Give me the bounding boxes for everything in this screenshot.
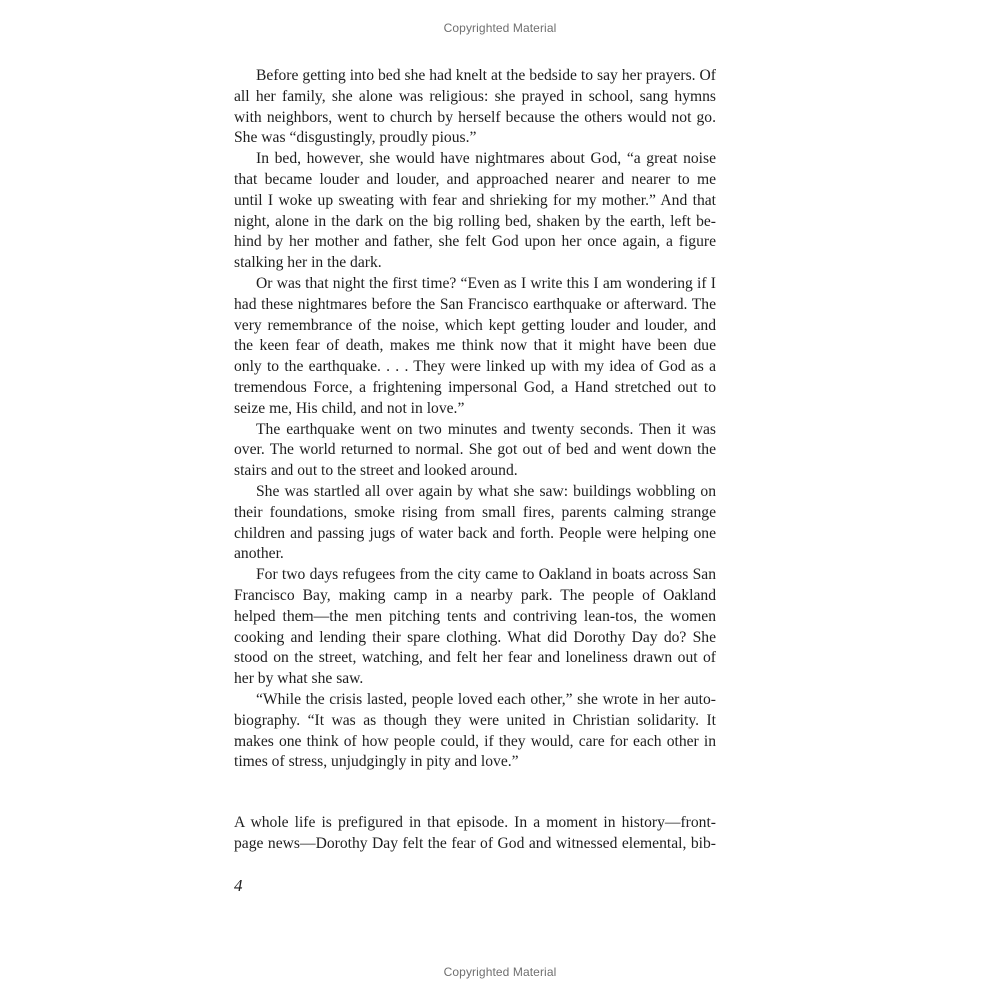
text-line: children and passing jugs of water back and forth. People were helping one xyxy=(234,524,716,542)
text-line: the keen fear of death, makes me think now that it might have been due xyxy=(234,337,716,355)
text-line: tremendous Force, a frightening impersonal God, a Hand stretched out to xyxy=(234,378,716,396)
text-line: stood on the street, watching, and felt her fear and loneliness drawn out of xyxy=(234,649,716,667)
text-line: another. xyxy=(234,545,284,563)
text-line: Before getting into bed she had knelt at the bedside to say her prayers. Of xyxy=(256,67,716,84)
text-line: only to the earthquake. . . . They were linked up with my idea of God as a xyxy=(234,358,716,376)
text-line: She was “disgustingly, proudly pious.” xyxy=(234,129,477,147)
copyright-banner-bottom: Copyrighted Material xyxy=(443,965,557,979)
text-line: biography. “It was as though they were united in Christian solidarity. It xyxy=(234,711,716,729)
text-line: cooking and lending their spare clothing. What did Dorothy Day do? She xyxy=(234,628,716,646)
body-text xyxy=(234,66,716,773)
page-number: 4 xyxy=(234,876,243,895)
text-line: In bed, however, she would have nightmares about God, “a great noise xyxy=(256,150,716,168)
text-line: with neighbors, went to church by herself because the others would not go. xyxy=(234,108,716,126)
text-line: The earthquake went on two minutes and twenty seconds. Then it was xyxy=(256,420,716,438)
text-line: until I woke up sweating with fear and shrieking for my mother.” And that xyxy=(234,191,716,209)
text-line: She was startled all over again by what she saw: buildings wobbling on xyxy=(256,482,716,500)
section-text xyxy=(234,813,716,855)
text-line: “While the crisis lasted, people loved each other,” she wrote in her auto- xyxy=(256,690,716,708)
text-line: helped them—the men pitching tents and contriving lean-tos, the women xyxy=(234,607,716,625)
text-line: Francisco Bay, making camp in a nearby park. The people of Oakland xyxy=(234,586,716,604)
text-line: times of stress, unjudgingly in pity and love.” xyxy=(234,753,519,771)
text-line: that became louder and louder, and approached nearer and nearer to me xyxy=(234,170,716,188)
text-line: Or was that night the first time? “Even as I write this I am wondering if I xyxy=(256,274,716,292)
copyright-banner-top: Copyrighted Material xyxy=(443,21,557,35)
text-line: For two days refugees from the city came to Oakland in boats across San xyxy=(256,566,716,584)
text-line: very remembrance of the noise, which kept getting louder and louder, and xyxy=(234,316,716,334)
text-line: their foundations, smoke rising from small fires, parents calming strange xyxy=(234,503,716,521)
text-line: had these nightmares before the San Francisco earthquake or afterward. The xyxy=(234,295,716,313)
text-line: hind by her mother and father, she felt God upon her once again, a figure xyxy=(234,233,716,251)
text-line: stalking her in the dark. xyxy=(234,254,382,272)
text-line: her by what she saw. xyxy=(234,670,364,688)
text-line: A whole life is prefigured in that episode. In a moment in history—front- xyxy=(234,814,716,831)
text-line: makes one think of how people could, if they would, care for each other in xyxy=(234,732,716,750)
text-line: stairs and out to the street and looked around. xyxy=(234,462,518,480)
text-line: seize me, His child, and not in love.” xyxy=(234,399,465,417)
text-line: all her family, she alone was religious: she prayed in school, sang hymns xyxy=(234,87,716,105)
text-line: over. The world returned to normal. She got out of bed and went down the xyxy=(234,441,716,459)
text-line: night, alone in the dark on the big rolling bed, shaken by the earth, left be- xyxy=(234,212,716,230)
text-line: page news—Dorothy Day felt the fear of God and witnessed elemental, bib- xyxy=(234,834,716,852)
